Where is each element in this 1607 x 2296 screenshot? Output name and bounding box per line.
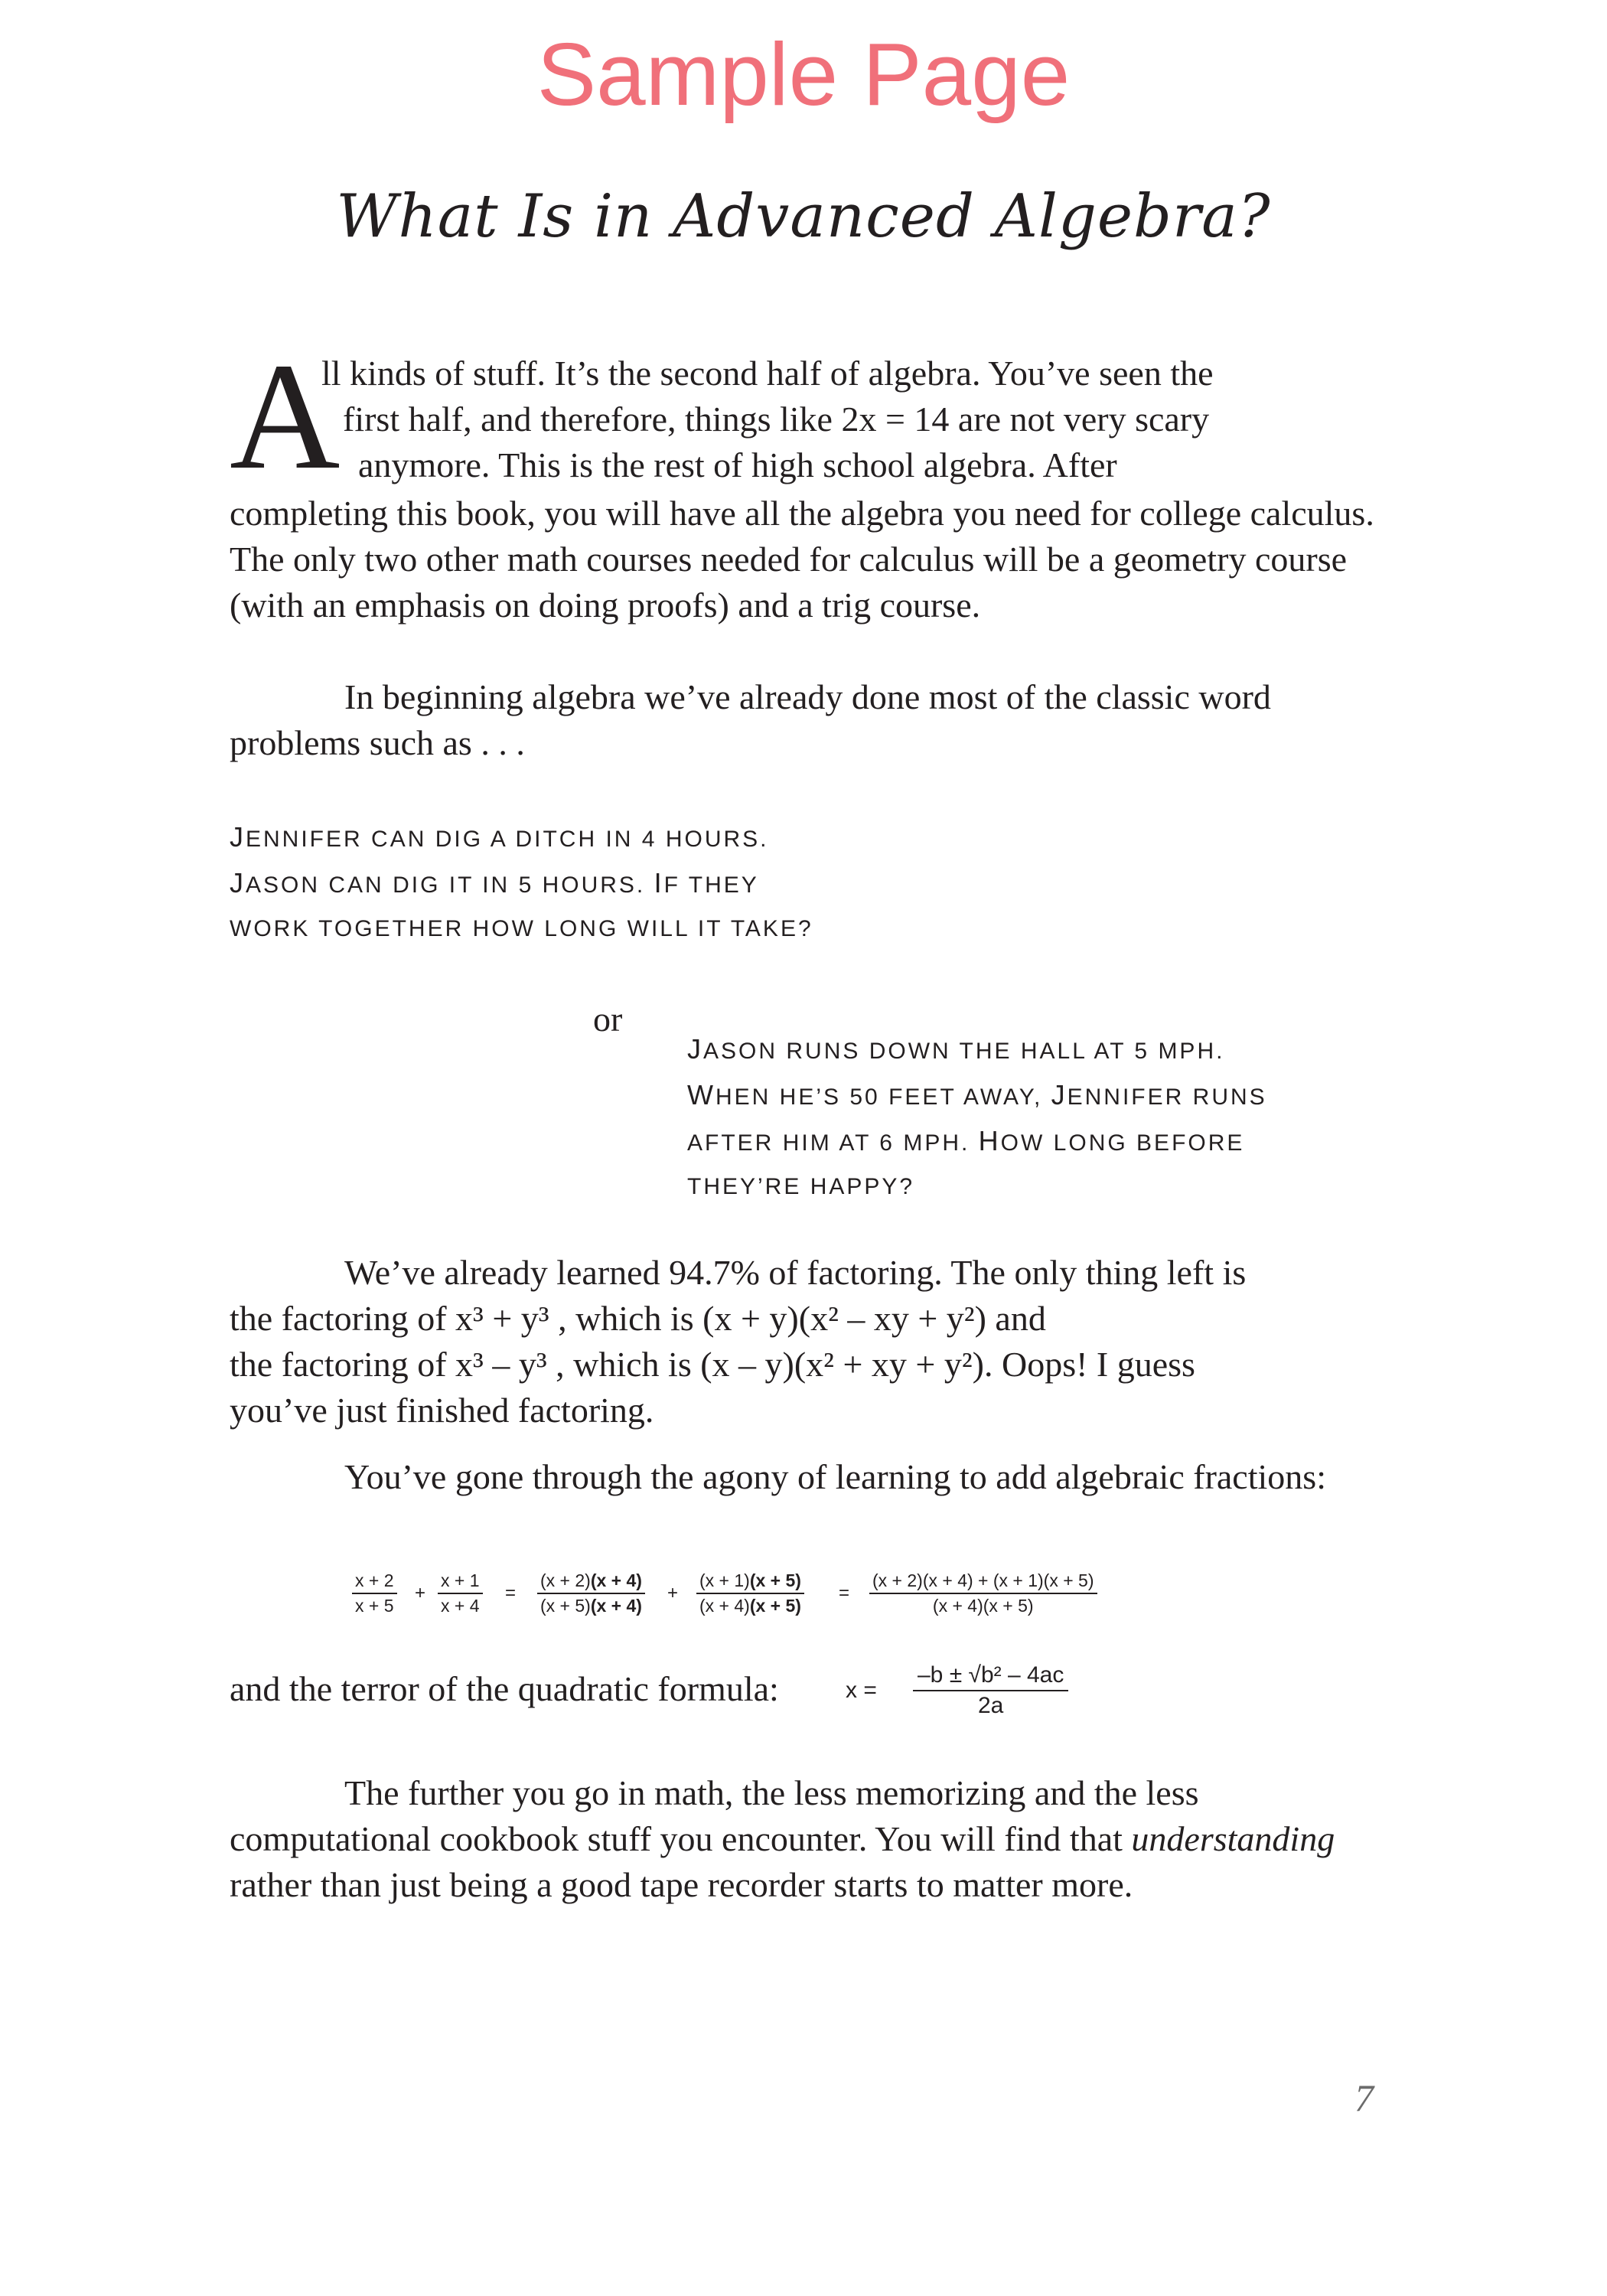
fraction-1-denominator: x + 5 bbox=[355, 1596, 394, 1616]
paragraph-understanding bbox=[230, 1770, 1377, 1908]
fraction-3-denominator: (x + 5)(x + 4) bbox=[540, 1596, 642, 1616]
paragraph-word-problems bbox=[230, 674, 1377, 766]
plus-sign-1: + bbox=[415, 1583, 426, 1603]
paragraph-fractions-text: You’ve gone through the agony of learning to add algebraic fractions: bbox=[344, 1457, 1326, 1496]
quadratic-lhs: x = bbox=[846, 1678, 877, 1703]
factoring-line-4: you’ve just finished factoring. bbox=[230, 1391, 654, 1430]
word-problem-1-line-2: JASON CAN DIG IT IN 5 HOURS. IF THEY bbox=[230, 867, 759, 899]
intro-paragraph-rest bbox=[230, 491, 1377, 628]
fraction-4 bbox=[696, 1570, 804, 1616]
word-problem-2-line-4: THEY’RE HAPPY? bbox=[687, 1174, 915, 1199]
fraction-3 bbox=[537, 1570, 645, 1616]
fraction-1 bbox=[352, 1570, 397, 1616]
quadratic-denominator: 2a bbox=[978, 1693, 1004, 1718]
fraction-2-denominator: x + 4 bbox=[441, 1596, 480, 1616]
equals-sign-1: = bbox=[505, 1583, 517, 1603]
or-connector: or bbox=[593, 1000, 623, 1039]
fraction-2 bbox=[438, 1570, 483, 1616]
intro-line-1: ll kinds of stuff. It’s the second half of algebra. You’ve seen the bbox=[321, 354, 1214, 393]
drop-cap: A bbox=[230, 332, 341, 501]
factoring-line-1: We’ve already learned 94.7% of factoring. The only thing left is bbox=[344, 1253, 1247, 1292]
quadratic-intro-text: and the terror of the quadratic formula: bbox=[230, 1669, 779, 1708]
chapter-title: What Is in Advanced Algebra? bbox=[336, 182, 1271, 251]
word-problem-1-line-1: JENNIFER CAN DIG A DITCH IN 4 HOURS. bbox=[230, 821, 769, 853]
paragraph-word-problems-text: In beginning algebra we’ve already done most of the classic word problems such as . . . bbox=[230, 677, 1271, 762]
factoring-line-3: the factoring of x³ – y³ , which is (x – y)(x² + xy + y²). Oops! I guess bbox=[230, 1345, 1195, 1384]
plus-sign-2: + bbox=[667, 1583, 679, 1603]
paragraph-fractions bbox=[230, 1454, 1377, 1500]
fraction-5-numerator: (x + 2)(x + 4) + (x + 1)(x + 5) bbox=[869, 1570, 1097, 1594]
fraction-5-denominator: (x + 4)(x + 5) bbox=[932, 1596, 1034, 1616]
word-problem-2-line-2: WHEN HE’S 50 FEET AWAY, JENNIFER RUNS bbox=[687, 1079, 1267, 1110]
fraction-4-denominator: (x + 4)(x + 5) bbox=[699, 1596, 801, 1616]
fraction-5 bbox=[869, 1570, 1097, 1616]
word-problem-1-line-3: WORK TOGETHER HOW LONG WILL IT TAKE? bbox=[230, 916, 813, 941]
factoring-line-2: the factoring of x³ + y³ , which is (x + y)(x² – xy + y²) and bbox=[230, 1299, 1046, 1338]
emphasis-understanding: understanding bbox=[1131, 1819, 1335, 1858]
word-problem-2-line-3: AFTER HIM AT 6 MPH. HOW LONG BEFORE bbox=[687, 1125, 1245, 1156]
intro-rest-text: completing this book, you will have all the algebra you need for college calculus. The only two other math courses needed for calculus will be a geometry course (with an emphasis on doing proofs) and a trig course. bbox=[230, 494, 1374, 625]
sample-page-watermark: Sample Page bbox=[536, 24, 1071, 124]
fraction-2-numerator: x + 1 bbox=[438, 1570, 483, 1594]
intro-line-3: anymore. This is the rest of high school algebra. After bbox=[358, 445, 1117, 484]
paragraph-understanding-text: The further you go in math, the less memorizing and the less computational cookbook stuff you encounter. You will find that understanding rather than just being a good tape recorder starts to matter more. bbox=[230, 1773, 1335, 1904]
fraction-3-numerator: (x + 2)(x + 4) bbox=[537, 1570, 645, 1594]
word-problem-2-line-1: JASON RUNS DOWN THE HALL AT 5 MPH. bbox=[687, 1033, 1225, 1065]
equals-sign-2: = bbox=[839, 1583, 850, 1603]
fraction-1-numerator: x + 2 bbox=[352, 1570, 397, 1594]
quadratic-numerator: –b ± √b² – 4ac bbox=[913, 1662, 1068, 1691]
fraction-4-numerator: (x + 1)(x + 5) bbox=[696, 1570, 804, 1594]
quadratic-fraction bbox=[913, 1662, 1068, 1719]
intro-line-2: first half, and therefore, things like 2x = 14 are not very scary bbox=[343, 400, 1210, 439]
page-number: 7 bbox=[1354, 2076, 1374, 2119]
